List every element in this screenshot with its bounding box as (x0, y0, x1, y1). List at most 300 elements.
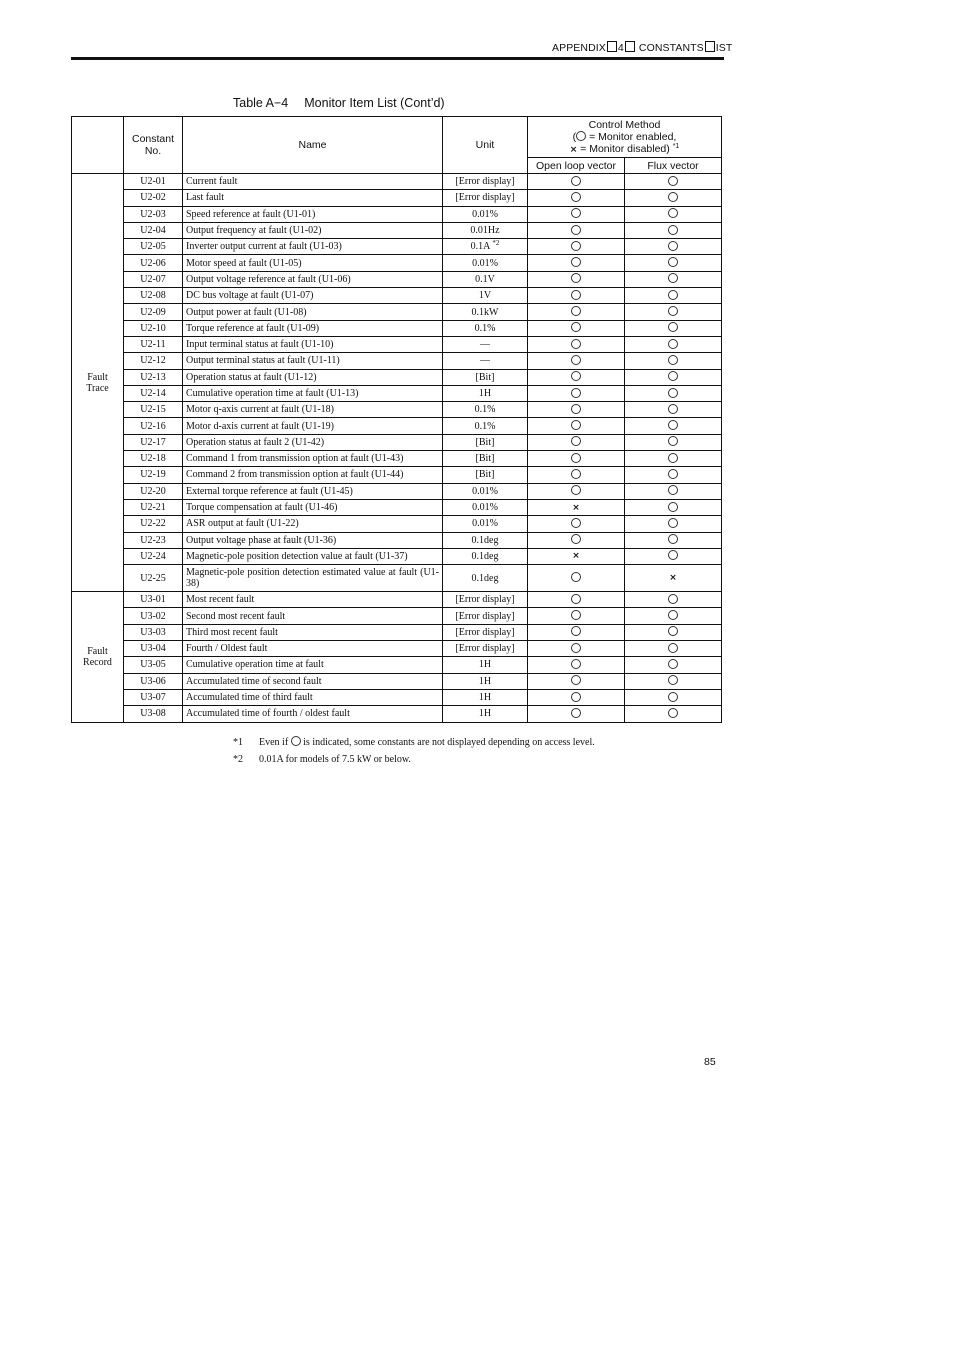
monitor-mark-cell (528, 689, 625, 705)
circle-icon (571, 339, 581, 349)
monitor-mark-cell (625, 516, 722, 532)
circle-icon (571, 306, 581, 316)
name-cell: Accumulated time of third fault (183, 689, 443, 705)
unit-value: 1V (478, 290, 492, 302)
unit-cell (443, 706, 528, 722)
footnote-ref: *1 (233, 737, 243, 748)
constant-no-cell: U2-16 (124, 418, 183, 434)
monitor-mark-cell (625, 706, 722, 722)
constant-no-cell: U2-05 (124, 239, 183, 255)
unit-cell (443, 336, 528, 352)
name-cell: Cumulative operation time at fault (183, 657, 443, 673)
name-cell: Magnetic-pole position detection estimated value at fault (U1-38) (183, 565, 443, 592)
table-row (72, 657, 722, 673)
unit-cell (443, 483, 528, 499)
name-cell: Operation status at fault (U1-12) (183, 369, 443, 385)
circle-icon (668, 371, 678, 381)
header-box-glyph (607, 41, 617, 52)
monitor-mark-cell (528, 320, 625, 336)
monitor-mark-cell (625, 451, 722, 467)
circle-icon (668, 692, 678, 702)
circle-icon (571, 176, 581, 186)
unit-cell (443, 673, 528, 689)
footnote-ref: *1 (672, 142, 680, 150)
monitor-mark-cell (625, 369, 722, 385)
monitor-mark-cell (625, 532, 722, 548)
circle-icon (668, 485, 678, 495)
circle-icon (571, 572, 581, 582)
circle-icon (668, 404, 678, 414)
table-row (72, 451, 722, 467)
table-row (72, 369, 722, 385)
circle-icon (571, 692, 581, 702)
circle-icon (668, 420, 678, 430)
monitor-mark-cell (528, 516, 625, 532)
circle-icon (571, 594, 581, 604)
constant-no-cell: U2-18 (124, 451, 183, 467)
unit-value: [Bit] (475, 469, 495, 481)
monitor-mark-cell (625, 418, 722, 434)
name-cell: Motor d-axis current at fault (U1-19) (183, 418, 443, 434)
monitor-mark-cell (625, 353, 722, 369)
header-box-glyph (705, 41, 715, 52)
constant-no-cell: U3-03 (124, 624, 183, 640)
name-cell: Torque reference at fault (U1-09) (183, 320, 443, 336)
table-row (72, 516, 722, 532)
circle-icon (668, 518, 678, 528)
flux-vector-header: Flux vector (625, 158, 722, 174)
unit-cell (443, 689, 528, 705)
circle-icon (668, 550, 678, 560)
unit-value: [Bit] (475, 453, 495, 465)
table-row (72, 467, 722, 483)
circle-icon (668, 322, 678, 332)
unit-cell (443, 548, 528, 564)
footnote-ref: *2 (492, 239, 500, 248)
unit-cell (443, 516, 528, 532)
footnotes (233, 735, 595, 768)
unit-cell (443, 174, 528, 190)
unit-value: 0.1% (474, 322, 496, 334)
legend-enabled: ( = Monitor enabled, (572, 130, 677, 143)
unit-header: Unit (443, 117, 528, 174)
monitor-mark-cell (528, 174, 625, 190)
table-row (72, 483, 722, 499)
header-rule (71, 57, 724, 60)
caption-number: Table A−4 (233, 96, 289, 110)
circle-icon (668, 626, 678, 636)
unit-cell (443, 271, 528, 287)
name-cell: Operation status at fault 2 (U1-42) (183, 434, 443, 450)
constant-no-cell: U2-08 (124, 288, 183, 304)
constant-no-cell: U3-04 (124, 641, 183, 657)
monitor-mark-cell (625, 434, 722, 450)
monitor-mark-cell (625, 624, 722, 640)
monitor-mark-cell (528, 451, 625, 467)
circle-icon (571, 708, 581, 718)
legend-enabled-text: = Monitor enabled, (589, 130, 677, 143)
constant-no-cell: U2-23 (124, 532, 183, 548)
name-cell: Inverter output current at fault (U1-03) (183, 239, 443, 255)
constant-no-cell: U2-14 (124, 385, 183, 401)
circle-icon (668, 594, 678, 604)
constant-no-cell: U2-20 (124, 483, 183, 499)
name-cell: Command 1 from transmission option at fault (U1-43) (183, 451, 443, 467)
monitor-mark-cell (625, 385, 722, 401)
monitor-mark-cell (528, 548, 625, 564)
constant-no-cell: U3-06 (124, 673, 183, 689)
circle-icon (668, 610, 678, 620)
cross-icon: × (569, 144, 578, 155)
monitor-mark-cell (528, 641, 625, 657)
monitor-mark-cell (528, 624, 625, 640)
constant-no-cell: U2-11 (124, 336, 183, 352)
legend-disabled-text: = Monitor disabled) (580, 142, 670, 155)
constant-no-cell: U2-02 (124, 190, 183, 206)
constant-no-cell: U2-13 (124, 369, 183, 385)
unit-value: 1H (478, 388, 492, 399)
monitor-mark-cell (528, 271, 625, 287)
monitor-mark-cell (528, 608, 625, 624)
unit-value: [Error display] (455, 626, 515, 638)
name-cell: Current fault (183, 174, 443, 190)
unit-cell (443, 304, 528, 320)
name-cell: Fourth / Oldest fault (183, 641, 443, 657)
unit-cell (443, 608, 528, 624)
footnote-text-before: Even if (259, 737, 289, 748)
monitor-mark-cell (625, 174, 722, 190)
table-row (72, 608, 722, 624)
name-header: Name (183, 117, 443, 174)
name-cell: Input terminal status at fault (U1-10) (183, 336, 443, 352)
unit-cell (443, 565, 528, 592)
name-cell: External torque reference at fault (U1-45) (183, 483, 443, 499)
circle-icon (668, 273, 678, 283)
table-row (72, 239, 722, 255)
table-row (72, 641, 722, 657)
monitor-mark-cell (625, 304, 722, 320)
monitor-mark-cell (528, 657, 625, 673)
table-row (72, 353, 722, 369)
circle-icon (668, 453, 678, 463)
monitor-mark-cell (625, 467, 722, 483)
monitor-mark-cell (625, 592, 722, 608)
constant-no-cell: U2-09 (124, 304, 183, 320)
constant-no-cell: U2-03 (124, 206, 183, 222)
constant-no-cell: U2-12 (124, 353, 183, 369)
circle-icon (571, 518, 581, 528)
footnote-ref: *2 (233, 753, 243, 765)
circle-icon (571, 192, 581, 202)
name-cell: Speed reference at fault (U1-01) (183, 206, 443, 222)
unit-cell (443, 190, 528, 206)
page-number: 85 (704, 1056, 716, 1068)
unit-value: [Error display] (455, 594, 515, 606)
monitor-mark-cell (528, 565, 625, 592)
unit-cell (443, 499, 528, 515)
name-cell: Motor speed at fault (U1-05) (183, 255, 443, 271)
table-row (72, 418, 722, 434)
circle-icon (571, 241, 581, 251)
cross-icon: × (572, 502, 580, 513)
constant-no-header: Constant No. (124, 117, 183, 174)
control-method-title: Control Method (588, 118, 661, 131)
header-list: IST (715, 42, 733, 54)
unit-cell (443, 206, 528, 222)
monitor-mark-cell (625, 402, 722, 418)
unit-value: — (480, 355, 490, 367)
table-row (72, 402, 722, 418)
circle-icon (668, 675, 678, 685)
constant-no-cell: U2-15 (124, 402, 183, 418)
unit-value: 0.1A (470, 241, 490, 253)
unit-value: 0.01% (472, 208, 498, 220)
monitor-mark-cell (625, 499, 722, 515)
table-row (72, 434, 722, 450)
table-row (72, 288, 722, 304)
unit-value: 0.1kW (471, 306, 499, 318)
circle-icon (571, 643, 581, 653)
circle-icon (571, 485, 581, 495)
header-constants: CONSTANTS (638, 42, 704, 54)
unit-cell (443, 624, 528, 640)
unit-value: 0.1deg (471, 572, 499, 584)
header-appendix-number: 4 (617, 42, 624, 54)
name-cell: Second most recent fault (183, 608, 443, 624)
circle-icon (668, 192, 678, 202)
monitor-mark-cell (528, 385, 625, 401)
name-cell: Most recent fault (183, 592, 443, 608)
monitor-mark-cell (625, 320, 722, 336)
circle-icon (668, 339, 678, 349)
circle-icon (668, 708, 678, 718)
monitor-mark-cell (528, 336, 625, 352)
control-method-header (528, 117, 722, 158)
constant-no-cell: U2-01 (124, 174, 183, 190)
circle-icon (291, 736, 301, 746)
table-row (72, 174, 722, 190)
monitor-mark-cell (528, 483, 625, 499)
table-row (72, 499, 722, 515)
circle-icon (571, 290, 581, 300)
table-row (72, 673, 722, 689)
circle-icon (571, 420, 581, 430)
unit-cell (443, 467, 528, 483)
table-caption (233, 96, 445, 110)
monitor-mark-cell (528, 190, 625, 206)
table-row (72, 689, 722, 705)
monitor-mark-cell (625, 608, 722, 624)
unit-value: 1H (478, 675, 492, 687)
circle-icon (668, 290, 678, 300)
table-row (72, 304, 722, 320)
monitor-mark-cell (625, 673, 722, 689)
unit-value: [Error display] (455, 192, 515, 204)
constant-no-cell: U2-10 (124, 320, 183, 336)
unit-value: 1H (478, 659, 492, 671)
unit-cell (443, 239, 528, 255)
circle-icon (571, 610, 581, 620)
circle-icon (571, 534, 581, 544)
footnote-text-after: is indicated, some constants are not displayed depending on access level. (303, 737, 595, 748)
monitor-mark-cell (625, 641, 722, 657)
monitor-mark-cell (528, 673, 625, 689)
circle-icon (571, 273, 581, 283)
table-row (72, 336, 722, 352)
running-header (552, 41, 732, 54)
constant-no-cell: U2-17 (124, 434, 183, 450)
table-row (72, 320, 722, 336)
circle-icon (668, 355, 678, 365)
unit-cell (443, 451, 528, 467)
circle-icon (571, 208, 581, 218)
caption-title: Monitor Item List (Cont’d) (304, 96, 445, 110)
group-fault-record: Fault Record (72, 592, 124, 722)
monitor-mark-cell (528, 206, 625, 222)
monitor-mark-cell (528, 222, 625, 238)
unit-value: [Error display] (455, 643, 515, 655)
table-row (72, 532, 722, 548)
name-cell: Cumulative operation time at fault (U1-13) (183, 385, 443, 401)
circle-icon (571, 453, 581, 463)
monitor-mark-cell (528, 434, 625, 450)
unit-value: 0.01% (472, 485, 498, 497)
name-cell: Output voltage reference at fault (U1-06) (183, 271, 443, 287)
table-row (72, 706, 722, 722)
circle-icon (571, 322, 581, 332)
footnote-1 (233, 735, 595, 752)
group-header-cell (72, 117, 124, 174)
legend-disabled (531, 143, 718, 156)
unit-value: 0.1% (474, 404, 496, 416)
unit-value: 0.1V (475, 273, 495, 285)
constant-no-cell: U2-21 (124, 499, 183, 515)
monitor-mark-cell (528, 304, 625, 320)
circle-icon (668, 225, 678, 235)
circle-icon (571, 257, 581, 267)
unit-cell (443, 418, 528, 434)
monitor-mark-cell (625, 565, 722, 592)
monitor-mark-cell (625, 288, 722, 304)
unit-value: [Bit] (475, 436, 495, 448)
monitor-mark-cell (625, 657, 722, 673)
unit-value: 0.1deg (471, 534, 499, 546)
unit-cell (443, 353, 528, 369)
constant-no-cell: U2-06 (124, 255, 183, 271)
header-box-glyph (625, 41, 635, 52)
name-cell: Output terminal status at fault (U1-11) (183, 353, 443, 369)
monitor-mark-cell (528, 499, 625, 515)
circle-icon (571, 659, 581, 669)
circle-icon (571, 404, 581, 414)
constant-no-cell: U3-02 (124, 608, 183, 624)
name-cell: Output power at fault (U1-08) (183, 304, 443, 320)
unit-cell (443, 255, 528, 271)
circle-icon (668, 659, 678, 669)
monitor-mark-cell (625, 483, 722, 499)
unit-value: 0.01% (472, 518, 498, 530)
unit-value: 1H (478, 692, 492, 704)
constant-no-cell: U2-07 (124, 271, 183, 287)
constant-no-cell: U3-07 (124, 689, 183, 705)
name-cell: Last fault (183, 190, 443, 206)
monitor-mark-cell (528, 288, 625, 304)
name-cell: Magnetic-pole position detection value at fault (U1-37) (183, 548, 443, 564)
circle-icon (571, 469, 581, 479)
monitor-mark-cell (625, 255, 722, 271)
header-appendix: APPENDIX (552, 42, 606, 54)
monitor-mark-cell (528, 402, 625, 418)
monitor-mark-cell (625, 190, 722, 206)
circle-icon (668, 176, 678, 186)
name-cell: ASR output at fault (U1-22) (183, 516, 443, 532)
name-cell: Accumulated time of second fault (183, 673, 443, 689)
circle-icon (571, 436, 581, 446)
table-row (72, 271, 722, 287)
table-row (72, 592, 722, 608)
unit-cell (443, 288, 528, 304)
monitor-mark-cell (528, 255, 625, 271)
table-row (72, 190, 722, 206)
name-cell: DC bus voltage at fault (U1-07) (183, 288, 443, 304)
unit-value: [Bit] (475, 371, 495, 383)
footnote-2 (233, 752, 595, 769)
monitor-mark-cell (625, 336, 722, 352)
unit-value: — (480, 339, 490, 351)
name-cell: Accumulated time of fourth / oldest fault (183, 706, 443, 722)
table-row (72, 206, 722, 222)
unit-cell (443, 532, 528, 548)
circle-icon (668, 208, 678, 218)
monitor-mark-cell (625, 548, 722, 564)
constant-no-cell: U3-08 (124, 706, 183, 722)
unit-value: 1H (478, 708, 492, 720)
circle-icon (668, 534, 678, 544)
unit-cell (443, 434, 528, 450)
table-row (72, 624, 722, 640)
circle-icon (668, 388, 678, 398)
circle-icon (576, 131, 586, 141)
monitor-mark-cell (625, 222, 722, 238)
monitor-mark-cell (528, 418, 625, 434)
name-cell: Output voltage phase at fault (U1-36) (183, 532, 443, 548)
constant-no-cell: U2-24 (124, 548, 183, 564)
constant-no-cell: U3-05 (124, 657, 183, 673)
circle-icon (668, 241, 678, 251)
cross-icon: × (669, 573, 677, 584)
constant-no-cell: U2-25 (124, 565, 183, 592)
circle-icon (668, 436, 678, 446)
circle-icon (571, 675, 581, 685)
circle-icon (571, 626, 581, 636)
monitor-mark-cell (625, 239, 722, 255)
table-body (72, 174, 722, 723)
constant-no-cell: U3-01 (124, 592, 183, 608)
group-fault-trace: Fault Trace (72, 174, 124, 592)
monitor-mark-cell (625, 271, 722, 287)
monitor-mark-cell (625, 689, 722, 705)
circle-icon (571, 225, 581, 235)
table-row (72, 565, 722, 592)
unit-cell (443, 320, 528, 336)
unit-value: [Error display] (455, 610, 515, 622)
circle-icon (668, 643, 678, 653)
circle-icon (668, 502, 678, 512)
unit-cell (443, 657, 528, 673)
constant-no-cell: U2-04 (124, 222, 183, 238)
circle-icon (571, 371, 581, 381)
name-cell: Third most recent fault (183, 624, 443, 640)
